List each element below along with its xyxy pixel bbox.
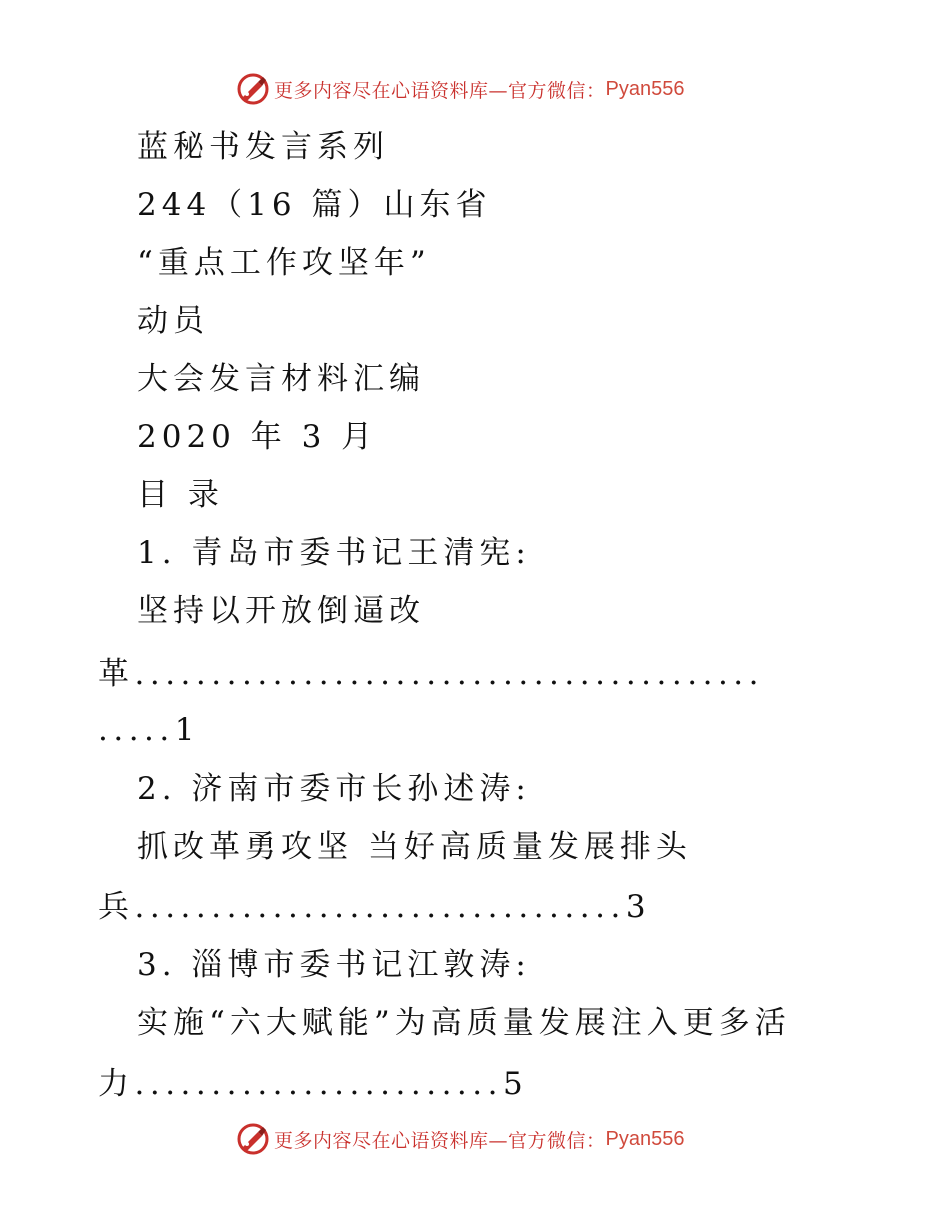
watermark-wechat-id: Pyan556 [605, 1127, 685, 1150]
doc-date: 2020 年 3 月 [137, 419, 378, 455]
watermark-text: 更多内容尽在心语资料库—官方微信： [274, 1129, 606, 1152]
doc-title-line-2: 大会发言材料汇编 [137, 361, 425, 397]
watermark-text: 更多内容尽在心语资料库—官方微信： [274, 79, 606, 102]
doc-number: 244（16 篇）山东省 [137, 187, 492, 223]
toc-item-3-leader: 力........................5 [98, 1066, 529, 1102]
watermark-top [236, 71, 684, 107]
doc-theme: “重点工作攻坚年” [137, 245, 431, 281]
toc-item-2-title: 抓改革勇攻坚 当好高质量发展排头 [137, 829, 692, 865]
toc-item-2-leader: 兵................................3 [98, 889, 652, 925]
toc-item-1-author: 1. 青岛市委书记王清宪: [137, 535, 531, 571]
toc-item-1-page: .....1 [98, 712, 200, 748]
toc-heading: 目 录 [137, 477, 224, 513]
watermark-bottom [236, 1121, 684, 1157]
pen-logo-icon [236, 1122, 270, 1156]
series-title: 蓝秘书发言系列 [137, 129, 389, 165]
toc-item-3-author: 3. 淄博市委书记江敦涛: [137, 947, 531, 983]
toc-item-1-title: 坚持以开放倒逼改 [137, 593, 425, 629]
watermark-wechat-id: Pyan556 [605, 77, 685, 100]
toc-item-1-leader: 革......................................... [98, 656, 765, 692]
toc-item-3-title: 实施“六大赋能”为高质量发展注入更多活 [137, 1005, 791, 1041]
toc-item-2-author: 2. 济南市委市长孙述涛: [137, 771, 531, 807]
doc-title-line-1: 动员 [137, 303, 209, 339]
pen-logo-icon [236, 72, 270, 106]
